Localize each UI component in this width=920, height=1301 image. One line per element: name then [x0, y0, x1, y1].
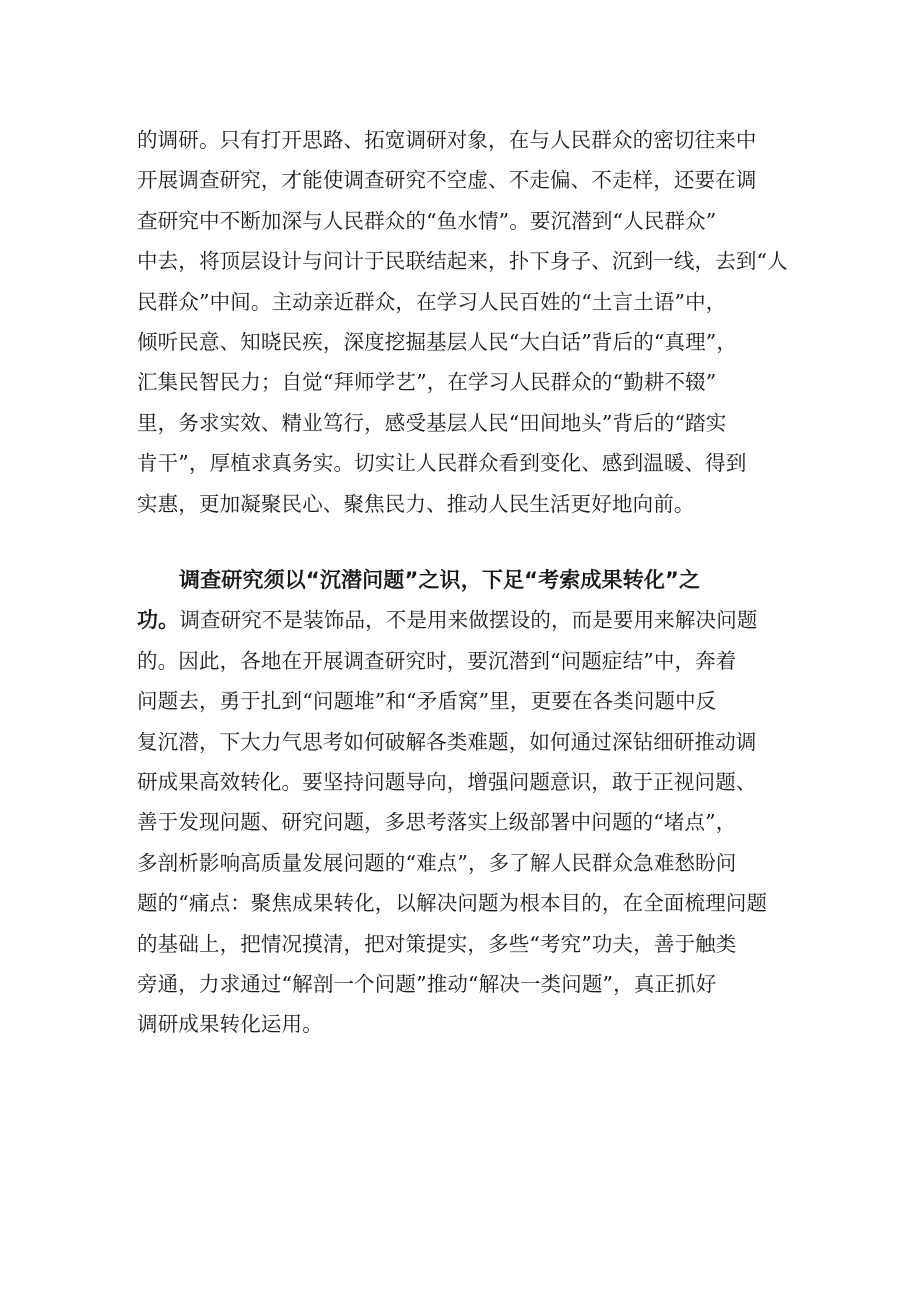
text-line: 汇集民智民力；自觉“拜师学艺”，在学习人民群众的“勤耕不辍” [137, 370, 717, 395]
text-line: 多剖析影响高质量发展问题的“难点”，多了解人民群众急难愁盼问 [137, 850, 737, 875]
text-line: 肯干”，厚植求真务实。切实让人民群众看到变化、感到温暖、得到 [137, 451, 747, 476]
text-line: 问题去，勇于扎到“问题堆”和“矛盾窝”里，更要在各类问题中反 [137, 689, 717, 714]
text-line: 查研究中不断加深与人民群众的“鱼水情”。要沉潜到“人民群众” [137, 208, 717, 233]
text-line: 里，务求实效、精业笃行，感受基层人民“田间地头”背后的“踏实 [137, 410, 727, 435]
text-line: 善于发现问题、研究问题，多思考落实上级部署中问题的“堵点”， [137, 810, 737, 835]
paragraph-1 [137, 120, 797, 524]
text-line: 研成果高效转化。要坚持问题导向，增强问题意识，敢于正视问题、 [137, 769, 757, 794]
text-line: 复沉潜，下大力气思考如何破解各类难题，如何通过深钻细研推动调 [137, 729, 757, 754]
lead-sentence-end: 功。 [137, 608, 180, 633]
text-line: 的调研。只有打开思路、拓宽调研对象，在与人民群众的密切往来中 [137, 128, 757, 152]
lead-sentence: 调查研究须以“沉潜问题”之识，下足“考索成果转化”之 [179, 568, 701, 592]
text-line: 开展调查研究，才能使调查研究不空虚、不走偏、不走样，还要在调 [137, 168, 757, 193]
text-line [137, 600, 797, 640]
text-line: 民群众”中间。主动亲近群众，在学习人民百姓的“土言土语”中， [137, 289, 727, 314]
text-line: 旁通，力求通过“解剖一个问题”推动“解决一类问题”，真正抓好 [137, 971, 717, 996]
paragraph-2 [137, 560, 797, 1045]
text-line: 的。因此，各地在开展调查研究时，要沉潜到“问题症结”中，奔着 [137, 648, 737, 673]
text-line: 倾听民意、知晓民疾，深度挖掘基层人民“大白话”背后的“真理”， [137, 329, 738, 354]
text-line: 题的“痛点：聚焦成果转化，以解决问题为根本目的，在全面梳理问题 [137, 891, 768, 916]
text-line: 的基础上，把情况摸清，把对策提实，多些“考究”功夫，善于触类 [137, 931, 737, 956]
text-segment: 调查研究不是装饰品，不是用来做摆设的，而是要用来解决问题 [179, 608, 758, 633]
text-line: 实惠，更加凝聚民心、聚焦民力、推动人民生活更好地向前。 [137, 491, 695, 516]
lead-sentence-line [137, 560, 797, 600]
text-line: 调研成果转化运用。 [137, 1012, 323, 1037]
text-line: 中去，将顶层设计与问计于民联结起来，扑下身子、沉到一线，去到“人 [137, 249, 788, 274]
